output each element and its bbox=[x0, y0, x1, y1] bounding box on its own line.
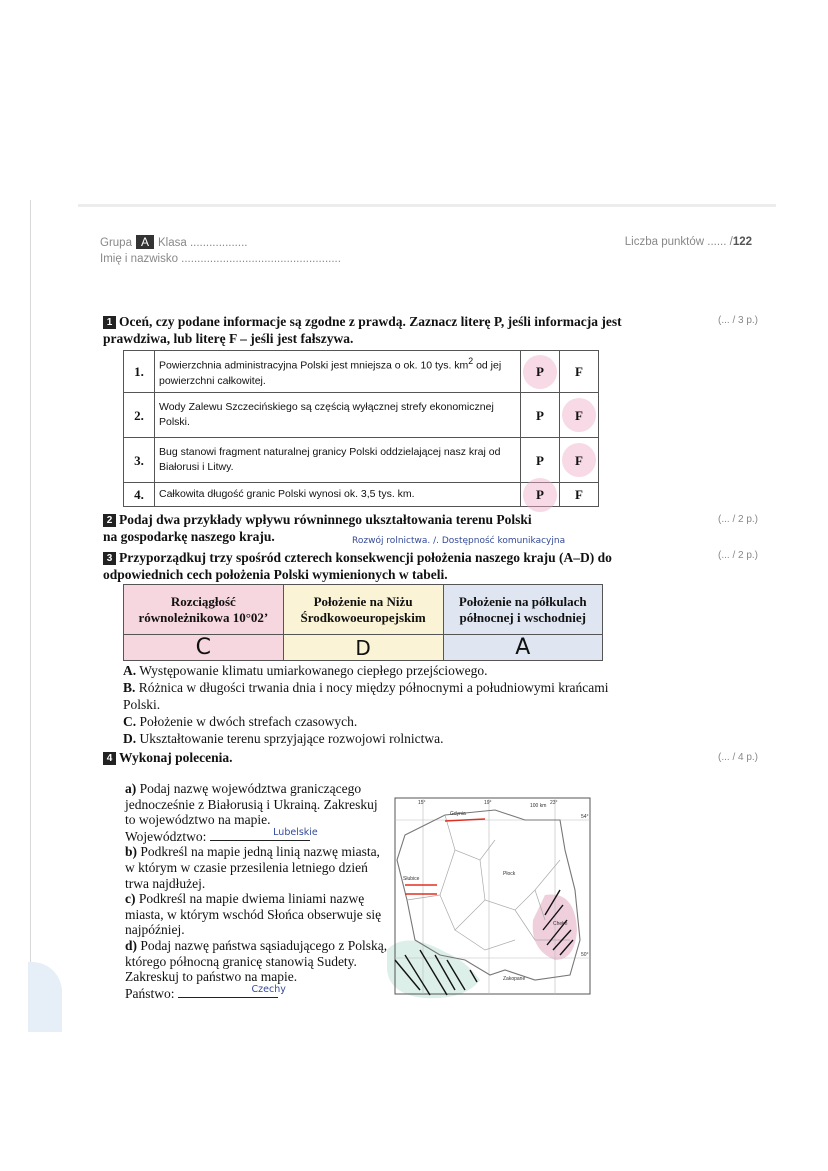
city-label-plock: Płock bbox=[503, 871, 516, 877]
task-d bbox=[125, 938, 390, 985]
group-class-line bbox=[100, 235, 247, 249]
group-label: Grupa bbox=[100, 237, 132, 249]
poland-map bbox=[385, 790, 595, 1002]
longitude-label: 15° bbox=[418, 800, 426, 806]
answer-row bbox=[124, 635, 603, 661]
city-label-gdynia: Gdynia bbox=[450, 811, 466, 817]
field-label: Państwo: bbox=[125, 985, 175, 1001]
question-1 bbox=[103, 314, 623, 347]
country-answer: Czechy bbox=[251, 984, 286, 996]
option-text: Występowanie klimatu umiarkowanego ciepłego przejściowego. bbox=[136, 663, 488, 678]
class-field: Klasa .................. bbox=[157, 237, 248, 249]
question-number: 4 bbox=[103, 752, 116, 765]
task-text: Podkreśl na mapie dwiema liniami nazwę miasta, w którym wschód Słońca obserwuje się najpóźniej. bbox=[125, 891, 382, 938]
option-text: Różnica w długości trwania dnia i nocy między północnymi a południowymi krańcami Polski. bbox=[123, 680, 609, 712]
true-false-table bbox=[123, 350, 599, 507]
question-4-tasks bbox=[125, 781, 390, 1001]
country-input[interactable] bbox=[178, 984, 286, 998]
header-row bbox=[124, 585, 603, 635]
city-label-chelm: Chełm bbox=[553, 921, 568, 927]
task-text: Podkreśl na mapie jedną linią nazwę miasta, w którym w czasie przesilenia letniego dzień trwa najdłużej. bbox=[125, 844, 380, 891]
field-label: Województwo: bbox=[125, 828, 207, 844]
table-row bbox=[124, 438, 599, 483]
row-number: 2. bbox=[124, 393, 155, 438]
question-number: 1 bbox=[103, 316, 116, 329]
superscript: 2 bbox=[468, 356, 474, 367]
answer-cell[interactable]: C bbox=[124, 635, 284, 661]
question-text: Podaj dwa przykłady wpływu równinnego ukształtowania terenu Polski na gospodarkę naszego kraju. bbox=[103, 512, 532, 544]
question-number: 2 bbox=[103, 514, 116, 527]
column-header: Położenie na Niżu Środkowoeuropejskim bbox=[283, 585, 443, 635]
row-number: 1. bbox=[124, 351, 155, 393]
question-2-answer: Rozwój rolnictwa. /. Dostępność komunikacyjna bbox=[352, 536, 566, 546]
matching-table bbox=[123, 584, 603, 661]
option-letter: B. bbox=[123, 680, 136, 695]
f-option[interactable] bbox=[560, 438, 599, 483]
f-label: F bbox=[575, 407, 583, 423]
option-letter: D. bbox=[123, 731, 137, 746]
option-a bbox=[123, 662, 623, 679]
longitude-label: 19° bbox=[484, 800, 492, 806]
country-field bbox=[125, 985, 390, 1002]
column-header: Rozciągłość równoleżnikowa 10°02’ bbox=[124, 585, 284, 635]
question-text: Przyporządkuj trzy spośród czterech konsekwencji położenia naszego kraju (A–D) do odpowiednich cech położenia Polski wymienionych w tabeli. bbox=[103, 550, 612, 582]
question-3-points: (... / 2 p.) bbox=[718, 550, 759, 561]
f-label: F bbox=[575, 452, 583, 468]
f-option[interactable] bbox=[560, 351, 599, 393]
option-letter: C. bbox=[123, 714, 137, 729]
option-b bbox=[123, 679, 613, 713]
p-option[interactable] bbox=[521, 393, 560, 438]
answer-cell[interactable]: D bbox=[283, 635, 443, 661]
table-row bbox=[124, 393, 599, 438]
task-b bbox=[125, 844, 390, 891]
name-field: Imię i nazwisko .................................................. bbox=[100, 253, 341, 265]
option-text: Ukształtowanie terenu sprzyjające rozwojowi rolnictwa. bbox=[136, 731, 444, 746]
p-label: P bbox=[536, 452, 544, 468]
scroll-shadow bbox=[28, 962, 62, 1032]
row-number: 4. bbox=[124, 483, 155, 507]
p-option[interactable] bbox=[521, 438, 560, 483]
p-option[interactable] bbox=[521, 483, 560, 507]
voivodeship-answer: Lubelskie bbox=[273, 827, 318, 839]
question-4-points: (... / 4 p.) bbox=[718, 752, 759, 763]
statement bbox=[155, 351, 521, 393]
statement-text: Powierzchnia administracyjna Polski jest mniejsza o ok. 10 tys. km bbox=[159, 359, 469, 372]
red-underlines bbox=[405, 819, 485, 894]
points-label: Liczba punktów ...... / bbox=[624, 236, 733, 248]
scale-label: 100 km bbox=[530, 803, 547, 809]
question-3 bbox=[103, 550, 623, 583]
question-number: 3 bbox=[103, 552, 116, 565]
task-label: d) bbox=[125, 937, 138, 953]
option-letter: A. bbox=[123, 663, 137, 678]
voivodeship-input[interactable] bbox=[210, 827, 318, 841]
latitude-label: 50° bbox=[581, 952, 589, 958]
task-text: Podaj nazwę państwa sąsiadującego z Polską, którego północną granicę stanowią Sudety. Zakreskuj to państwo na mapie. bbox=[125, 937, 388, 985]
p-label: P bbox=[536, 364, 544, 379]
column-header: Położenie na półkulach północnej i wschodniej bbox=[443, 585, 603, 635]
answer-cell[interactable]: A bbox=[443, 635, 603, 661]
points-max: 122 bbox=[732, 236, 752, 248]
czech-highlight bbox=[387, 940, 480, 998]
longitude-label: 23° bbox=[550, 800, 558, 806]
p-option[interactable] bbox=[521, 351, 560, 393]
group-badge: A bbox=[136, 235, 154, 249]
question-1-points: (... / 3 p.) bbox=[718, 315, 759, 326]
city-label-slubice: Słubice bbox=[403, 876, 420, 882]
question-2-points: (... / 2 p.) bbox=[718, 514, 759, 525]
voivodeship-field bbox=[125, 828, 390, 845]
statement: Wody Zalewu Szczecińskiego są częścią wyłącznej strefy ekonomicznej Polski. bbox=[155, 393, 521, 438]
question-4 bbox=[103, 750, 623, 767]
f-label: F bbox=[575, 364, 583, 379]
task-c bbox=[125, 891, 390, 938]
task-text: Podaj nazwę województwa graniczącego jednocześnie z Białorusią i Ukrainą. Zakreskuj to województwo na mapie. bbox=[125, 781, 378, 828]
statement: Bug stanowi fragment naturalnej granicy Polski oddzielającej nasz kraj od Białorusi i Litwy. bbox=[155, 438, 521, 483]
row-number: 3. bbox=[124, 438, 155, 483]
statement: Całkowita długość granic Polski wynosi ok. 3,5 tys. km. bbox=[155, 483, 521, 507]
option-d bbox=[123, 730, 623, 747]
task-label: c) bbox=[125, 891, 136, 907]
f-option[interactable] bbox=[560, 483, 599, 507]
task-a bbox=[125, 781, 390, 828]
task-label: a) bbox=[125, 781, 137, 796]
option-text: Położenie w dwóch strefach czasowych. bbox=[136, 714, 358, 729]
question-text: Oceń, czy podane informacje są zgodne z prawdą. Zaznacz literę P, jeśli informacja jest prawdziwa, lub literę F – jeśli jest fałszywa. bbox=[103, 314, 622, 346]
option-c bbox=[123, 713, 623, 730]
question-text: Wykonaj polecenia. bbox=[119, 750, 233, 765]
table-row bbox=[124, 351, 599, 393]
f-label: F bbox=[575, 487, 583, 502]
p-label: P bbox=[536, 487, 544, 502]
p-label: P bbox=[536, 407, 544, 423]
statement-text-end: od jej powierzchni całkowitej. bbox=[159, 359, 502, 387]
city-label-zakopane: Zakopane bbox=[503, 976, 526, 982]
f-option[interactable] bbox=[560, 393, 599, 438]
points-total bbox=[625, 236, 752, 248]
page-edge-line bbox=[30, 200, 31, 1030]
table-row bbox=[124, 483, 599, 507]
latitude-label: 54° bbox=[581, 814, 589, 820]
task-label: b) bbox=[125, 844, 138, 860]
